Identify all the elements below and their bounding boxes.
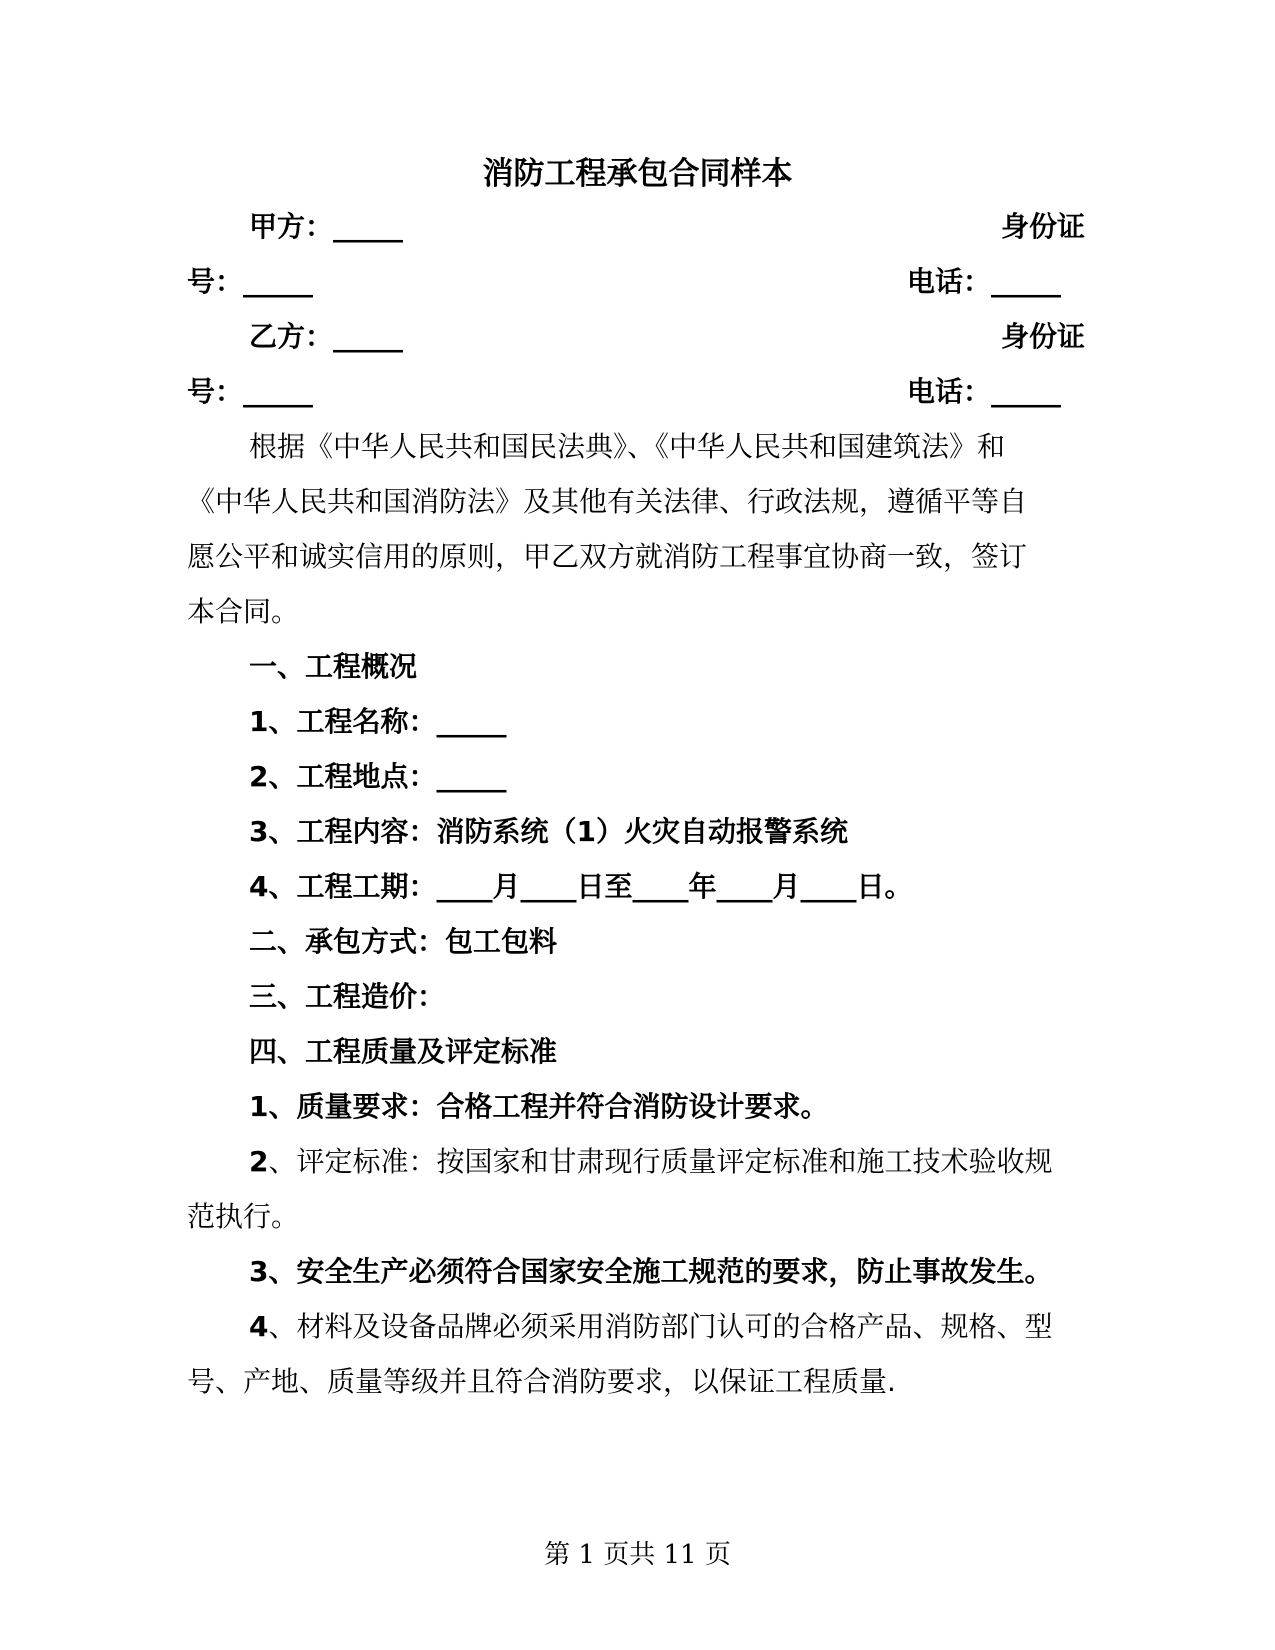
party-b-phone: 电话：_____ xyxy=(907,375,1062,408)
preamble-line-4: 本合同。 xyxy=(187,595,300,628)
section-4-item-1: 1、质量要求：合格工程并符合消防设计要求。 xyxy=(249,1090,829,1123)
party-b-id-number: 号：_____ xyxy=(187,375,314,408)
section-1-item-4: 4、工程工期：____月____日至____年____月____日。 xyxy=(249,870,913,903)
party-a-name: 甲方：_____ xyxy=(249,210,404,243)
preamble-line-1: 根据《中华人民共和国民法典》、《中华人民共和国建筑法》和 xyxy=(249,430,1006,463)
section-1-heading: 一、工程概况 xyxy=(249,650,418,683)
section-1-item-2: 2、工程地点：_____ xyxy=(249,760,507,793)
section-4-item-2-line-1 xyxy=(249,1142,1053,1182)
page-footer: 第 1 页共 11 页 xyxy=(544,1540,731,1570)
item-number: 2 xyxy=(249,1145,269,1178)
party-b-id-label: 身份证 xyxy=(1000,320,1085,353)
party-b-name: 乙方：_____ xyxy=(249,320,404,353)
section-4-heading: 四、工程质量及评定标准 xyxy=(249,1035,558,1068)
section-4-item-4-line-1 xyxy=(249,1307,1053,1347)
document-title: 消防工程承包合同样本 xyxy=(482,156,793,192)
party-a-id-label: 身份证 xyxy=(1000,210,1085,243)
section-1-item-3: 3、工程内容：消防系统（1）火灾自动报警系统 xyxy=(249,815,848,848)
section-4-item-2-line-2: 范执行。 xyxy=(187,1200,300,1233)
item-text: 、评定标准：按国家和甘肃现行质量评定标准和施工技术验收规 xyxy=(268,1145,1053,1178)
section-1-item-1: 1、工程名称：_____ xyxy=(249,705,507,738)
preamble-line-2: 《中华人民共和国消防法》及其他有关法律、行政法规，遵循平等自 xyxy=(187,485,1028,518)
item-text: 、材料及设备品牌必须采用消防部门认可的合格产品、规格、型 xyxy=(268,1310,1053,1343)
section-2-heading: 二、承包方式：包工包料 xyxy=(249,925,558,958)
party-a-phone: 电话：_____ xyxy=(907,265,1062,298)
preamble-line-3: 愿公平和诚实信用的原则，甲乙双方就消防工程事宜协商一致，签订 xyxy=(187,540,1028,573)
item-number: 4 xyxy=(249,1310,269,1343)
section-4-item-4-line-2: 号、产地、质量等级并且符合消防要求，以保证工程质量. xyxy=(187,1365,896,1398)
section-4-item-3: 3、安全生产必须符合国家安全施工规范的要求，防止事故发生。 xyxy=(249,1255,1053,1288)
section-3-heading: 三、工程造价： xyxy=(249,980,446,1013)
party-a-id-number: 号：_____ xyxy=(187,265,314,298)
